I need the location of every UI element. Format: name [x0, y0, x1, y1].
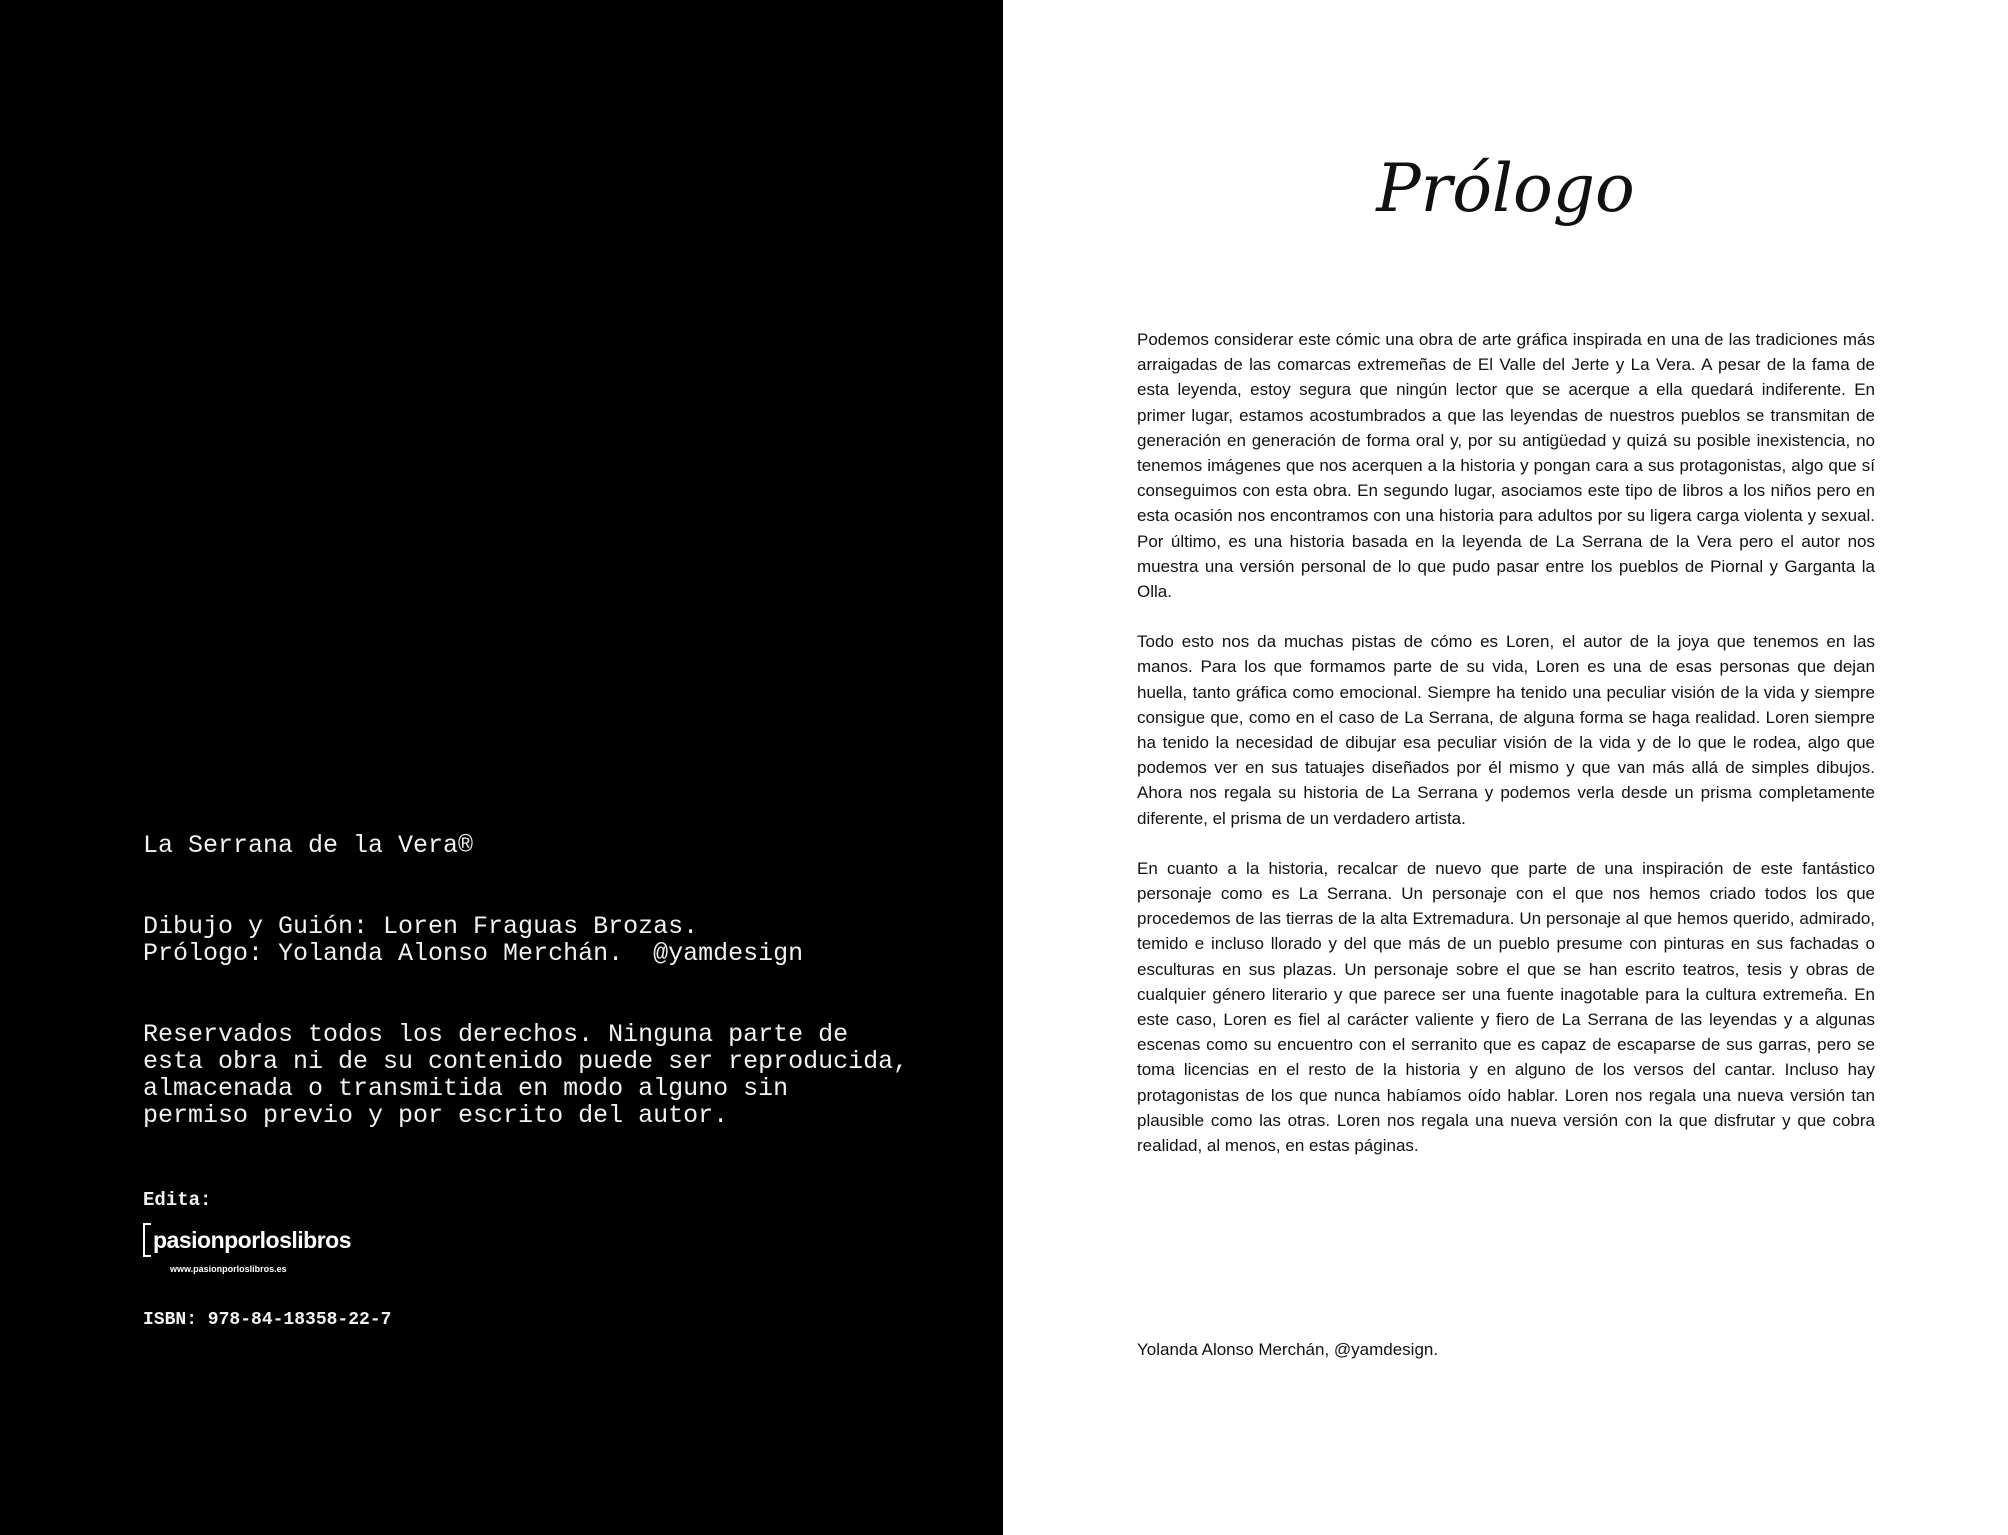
publisher-logo [143, 1222, 352, 1282]
prologue-heading: Prólogo [1376, 150, 1635, 227]
logo-bracket-icon [143, 1223, 151, 1257]
prologue-page [1003, 0, 2008, 1535]
rights-notice: Reservados todos los derechos. Ninguna parte de esta obra ni de su contenido puede ser reproducida, almacenada o transmitida en modo alguno sin permiso previo y por escrito del autor. [143, 1020, 909, 1130]
credits: Dibujo y Guión: Loren Fraguas Brozas. Prólogo: Yolanda Alonso Merchán. @yamdesign [143, 912, 804, 968]
prologue-paragraph: Podemos considerar este cómic una obra de arte gráfica inspirada en una de las tradiciones más arraigadas de las comarcas extremeñas de El Valle del Jerte y La Vera. A pesar de la fama de esta leyenda, estoy segura que ningún lector que se acerque a ella quedará indiferente. En primer lugar, estamos acostumbrados a que las leyendas de nuestros pueblos se transmitan de generación en generación de forma oral y, por su antigüedad y quizá su posible inexistencia, no tenemos imágenes que nos acerquen a la historia y pongan cara a sus protagonistas, algo que sí conseguimos con esta obra. En segundo lugar, asociamos este tipo de libros a los niños pero en esta ocasión nos encontramos con una historia para adultos por su ligera carga violenta y sexual. Por último, es una historia basada en la leyenda de La Serrana de la Vera pero el autor nos muestra una versión personal de lo que pudo pasar entre los pueblos de Piornal y Garganta la Olla. [1137, 330, 1875, 602]
book-title: La Serrana de la Vera® [143, 831, 474, 860]
prologue-paragraph: En cuanto a la historia, recalcar de nuevo que parte de una inspiración de este fantástico personaje como es La Serrana. Un personaje con el que nos hemos criado todos los que procedemos de las tierras de la alta Extremadura. Un personaje al que hemos querido, admirado, temido e incluso llorado y del que más de un pueblo presume con pinturas en sus fachadas o esculturas en sus plazas. Un personaje sobre el que se han escrito teatros, tesis y obras de cualquier género literario y que parece ser una fuente inagotable para la cultura extremeña. En este caso, Loren es fiel al carácter valiente y fiero de La Serrana de las leyendas y a algunas escenas como su encuentro con el serranito que es capaz de escaparse de sus garras, pero se toma licencias en el resto de la historia y en alguno de los versos del cantar. Incluso hay protagonistas de los que nunca habíamos oído hablar. Loren nos regala una nueva versión tan plausible como las otras. Loren nos regala una nueva versión con la que disfrutar y que cobra realidad, al menos, en estas páginas. [1137, 858, 1875, 1156]
prologue-paragraph: Todo esto nos da muchas pistas de cómo es Loren, el autor de la joya que tenemos en las manos. Para los que formamos parte de su vida, Loren es una de esas personas que dejan huella, tanto gráfica como emocional. Siempre ha tenido una peculiar visión de la vida y siempre consigue que, como en el caso de La Serrana, de alguna forma se haga realidad. Loren siempre ha tenido la necesidad de dibujar esa peculiar visión de la vida y de lo que le rodea, algo que podemos ver en sus tatuajes diseñados por él mismo y que van más allá de simples dibujos. Ahora nos regala su historia de La Serrana y podemos verla desde un prisma completamente diferente, el prisma de un verdadero artista. [1137, 632, 1875, 828]
prologue-signature: Yolanda Alonso Merchán, @yamdesign. [1137, 1340, 1439, 1359]
prologue-body [1137, 327, 1875, 1183]
isbn: ISBN: 978-84-18358-22-7 [143, 1310, 392, 1330]
publisher-name: pasionporloslibros [153, 1226, 352, 1253]
publisher-url: www.pasionporloslibros.es [170, 1264, 287, 1274]
colophon-page [0, 0, 1003, 1535]
edita-label: Edita: [143, 1189, 212, 1211]
publisher-wordmark [143, 1222, 351, 1258]
